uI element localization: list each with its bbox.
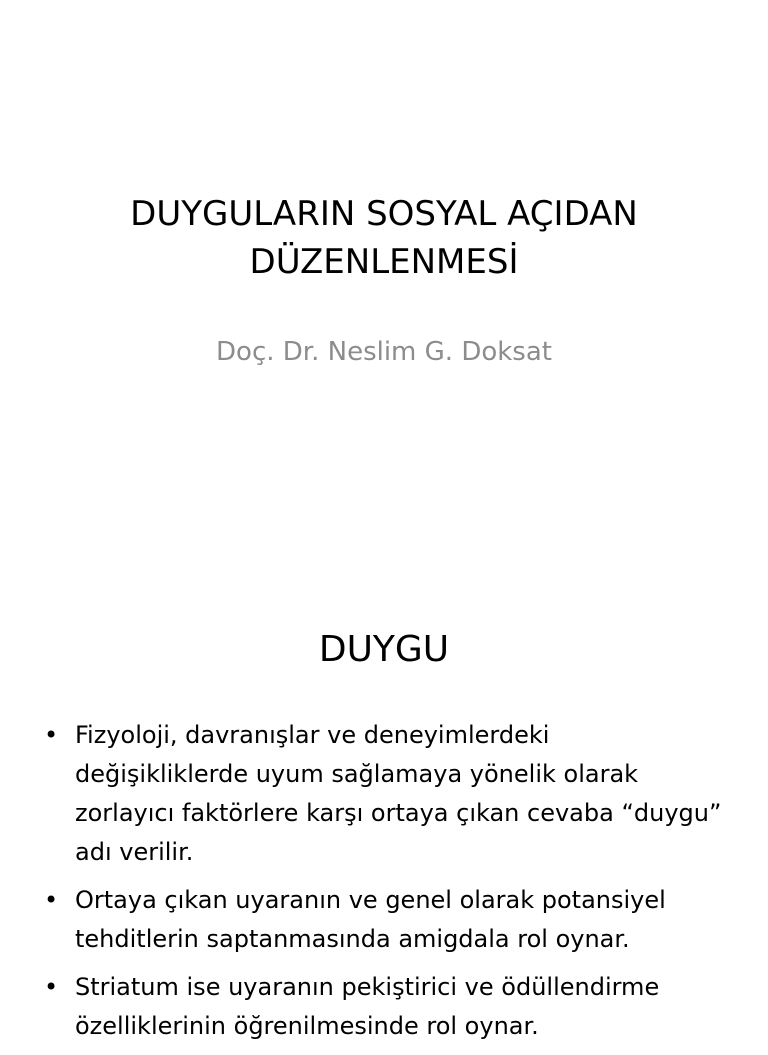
bullet-dot-icon: • <box>44 721 59 749</box>
slide-2-title: DUYGU <box>318 629 450 670</box>
slide-2 <box>0 576 768 1040</box>
bullet-item <box>40 881 730 959</box>
slide-1-title-line-2: DÜZENLENMESİ <box>249 242 519 282</box>
bullet-text: Fizyoloji, davranışlar ve deneyimlerdeki değişikliklerde uyum sağlamaya yönelik olarak zorlayıcı faktörlere karşı ortaya çıkan cevaba “duygu” adı verilir. <box>75 721 722 866</box>
bullet-dot-icon: • <box>44 886 59 914</box>
bullet-text: Striatum ise uyaranın pekiştirici ve ödüllendirme özelliklerinin öğrenilmesinde rol oynar. <box>75 973 660 1040</box>
bullet-list <box>40 716 730 1055</box>
bullet-item <box>40 716 730 872</box>
slide-1-title-line-1: DUYGULARIN SOSYAL AÇIDAN <box>130 194 638 234</box>
slide-1-subtitle: Doç. Dr. Neslim G. Doksat <box>216 337 552 367</box>
bullet-text: Ortaya çıkan uyaranın ve genel olarak potansiyel tehditlerin saptanmasında amigdala rol oynar. <box>75 886 666 953</box>
slide-1-title <box>0 190 768 286</box>
bullet-dot-icon: • <box>44 973 59 1001</box>
bullet-item <box>40 968 730 1046</box>
